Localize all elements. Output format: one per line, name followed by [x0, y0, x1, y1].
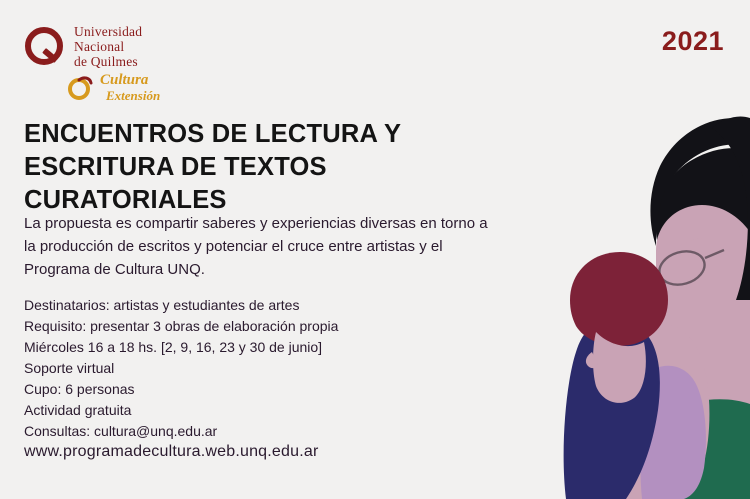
logo-line-universidad: Universidad [74, 24, 143, 39]
details-item: Cupo: 6 personas [24, 381, 135, 397]
cultura-swirl-icon [66, 74, 94, 102]
logo-label-cultura: Cultura [100, 72, 149, 88]
cultura-extension-logo [66, 72, 256, 106]
details-list [24, 295, 454, 442]
details-item: Requisito: presentar 3 obras de elaboración propia [24, 318, 339, 334]
logo-label-extension: Extensión [106, 88, 161, 103]
unq-q-mark-icon [24, 26, 68, 70]
website-url: www.programadecultura.web.unq.edu.ar [24, 443, 319, 460]
unq-logo [24, 24, 324, 106]
intro-paragraph: La propuesta es compartir saberes y experiencias diversas en torno a la producción de escritos y potenciar el cruce entre artistas y el Programa de Cultura UNQ. [24, 215, 488, 278]
details-item: Miércoles 16 a 18 hs. [2, 9, 16, 23 y 30 de junio] [24, 339, 323, 355]
details-item: Destinatarios: artistas y estudiantes de artes [24, 297, 300, 313]
details-item: Soporte virtual [24, 360, 115, 376]
details-item-contact: Consultas: cultura@unq.edu.ar [24, 423, 218, 439]
year-label: 2021 [661, 26, 724, 56]
logo-line-nacional: Nacional [74, 39, 125, 54]
logo-line-quilmes: de Quilmes [74, 54, 138, 69]
details-item: Actividad gratuita [24, 402, 132, 418]
unq-logo-text [74, 24, 142, 69]
poster-title: ENCUENTROS DE LECTURA Y ESCRITURA DE TEXTOS CURATORIALES [24, 120, 401, 214]
